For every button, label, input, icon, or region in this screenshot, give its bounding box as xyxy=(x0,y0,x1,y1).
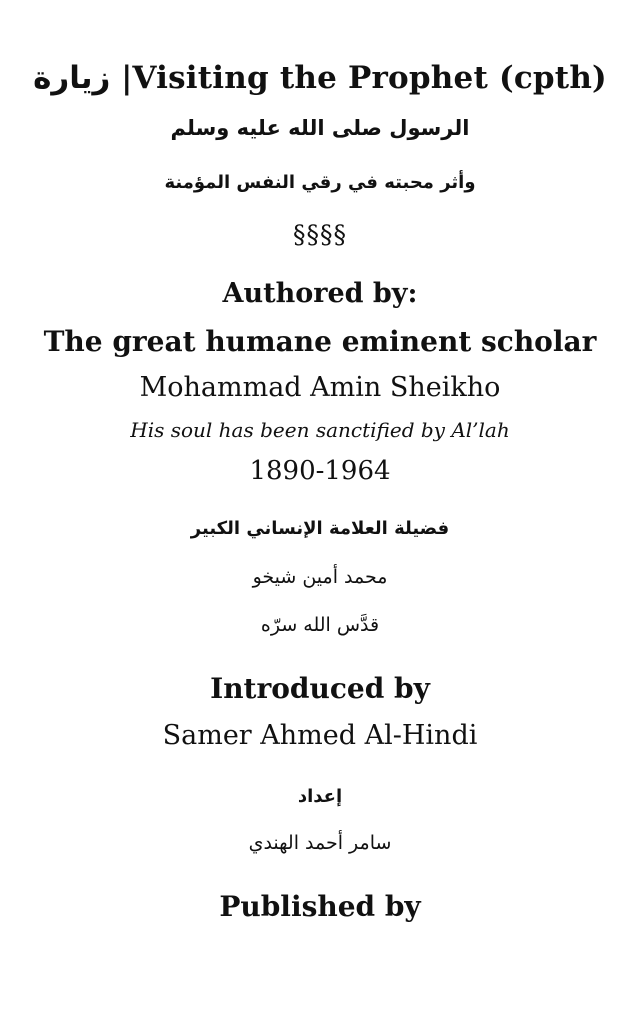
arabic-author-name: محمد أمين شيخو xyxy=(252,566,388,588)
title-english: Visiting the Prophet (cpth) xyxy=(132,60,607,96)
introducer-name: Samer Ahmed Al-Hindi xyxy=(162,720,478,751)
introduced-by-heading: Introduced by xyxy=(210,672,430,705)
sanctified-text: His soul has been sanctified by Al’lah xyxy=(130,418,510,442)
title-separator: | xyxy=(121,60,133,96)
published-by-heading: Published by xyxy=(219,890,421,923)
arabic-introducer-name: سامر أحمد الهندي xyxy=(248,832,392,854)
arabic-title-line-1: الرسول صلى الله عليه وسلم xyxy=(170,116,470,140)
section-mark: §§§§ xyxy=(293,220,347,249)
authored-by-heading: Authored by: xyxy=(222,278,418,309)
book-title xyxy=(0,60,640,97)
title-arabic-prefix: زيارة xyxy=(33,60,111,96)
author-years: 1890-1964 xyxy=(249,456,391,486)
arabic-prepared-by: إعداد xyxy=(297,786,343,807)
scholar-title: The great humane eminent scholar xyxy=(43,325,597,358)
arabic-scholar-title: فضيلة العلامة الإنساني الكبير xyxy=(190,518,450,539)
author-name: Mohammad Amin Sheikho xyxy=(139,372,501,403)
arabic-sanctified: قدَّس الله سرّه xyxy=(260,614,380,636)
arabic-title-line-2: وأثر محبته في رقي النفس المؤمنة xyxy=(164,172,476,193)
